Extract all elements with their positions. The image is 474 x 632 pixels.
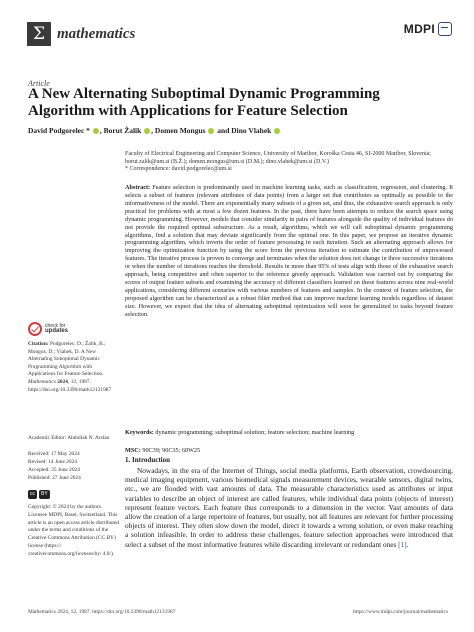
citation-year: 2024: [57, 378, 68, 385]
check-line1: check for: [45, 322, 66, 329]
msc-codes: [125, 447, 453, 454]
footer-journal-url[interactable]: https://www.mdpi.com/journal/mathematics: [353, 609, 448, 615]
author-list: [28, 126, 448, 135]
journal-logo: Σ: [27, 22, 51, 46]
section-heading: 1. Introduction: [125, 456, 170, 464]
check-updates-icon: [28, 322, 42, 336]
msc-label: MSC:: [125, 447, 141, 454]
orcid-icon[interactable]: [144, 128, 150, 134]
abstract-text: Feature selection is predominantly used in machine learning tasks, such as classification, regression, and clustering. It selects a subset of features (relevant attributes of data points) from a larger set that contributes as optimally as possible to the informativeness of the model. There are exponentially many subsets of a given set, and thus, the exhaustive search approach is only practical for problems with at most a few dozen features. In the past, there have been attempts to reduce the search space using dynamic programming. However, models that consider similarity in pairs of features alongside the quality of individual features do not provide the required optimal substructure. As a result, algorithms, which we will call suboptimal dynamic programming algorithms, find a solution that may deviate significantly from the optimal one. In this paper, we propose an iterative dynamic programming algorithm, which inverts the order of feature processing in each iteration. Such an alternating approach allows for improving the optimization function by using the score from the previous iteration to estimate the contribution of unprocessed features. The iterative process is proven to converge and terminates when the solution does not change in three successive iterations or when the number of iterations reaches the threshold. Results in more than 95% of tests align with those of the exhaustive search approach, being competitive and often superior to the reference greedy approach. Validation was carried out by comparing the scores of output feature subsets and examining the accuracy of different classifiers learned on these features across nine real-world applications, considering different scenarios with various numbers of features and samples. In the context of feature selection, the proposed algorithm can be characterized as a robust filter method that can improve machine learning models regardless of dataset size. However, we expect that the idea of alternating suboptimal optimization will soon be generalized to tasks beyond feature selection.: [125, 184, 454, 318]
citation-journal: Mathematics: [28, 378, 56, 385]
cc-icon: cc: [30, 491, 35, 497]
footer-citation[interactable]: Mathematics 2024, 12, 1987. https://doi.org/10.3390/math12131987: [28, 609, 176, 615]
keywords-label: Keywords:: [125, 429, 154, 436]
article-type: Article: [28, 79, 50, 88]
author-name[interactable]: David Podgorelec *: [28, 126, 90, 135]
correspondence[interactable]: * Correspondence: david.podgorelec@um.si: [125, 166, 232, 173]
keywords: [125, 429, 453, 436]
copyright-notice: Copyright: © 2024 by the authors. Licensee MDPI, Basel, Switzerland. This article is an open access article distributed under the terms and conditions of the Creative Commons Attribution (CC BY) license (https:// creativecommons.org/licenses/by/ 4.0/).: [28, 504, 120, 557]
academic-editor: Academic Editor: Abdullah N. Arslan: [28, 435, 110, 441]
check-for-updates[interactable]: [28, 322, 68, 336]
citation-block: [28, 341, 120, 394]
author-separator: ,: [99, 126, 104, 135]
author-name[interactable]: Borut Žalik: [103, 126, 142, 135]
date-received: Received: 17 May 2024: [28, 451, 80, 457]
abstract-label: Abstract:: [125, 184, 151, 191]
date-accepted: Accepted: 25 June 2024: [28, 467, 80, 473]
author-separator: ,: [151, 126, 155, 135]
publisher-name: MDPI: [403, 22, 435, 36]
mdpi-mark-icon: [438, 22, 452, 36]
author-separator: and: [215, 126, 232, 135]
reference-link[interactable]: [1]: [398, 539, 407, 549]
introduction-paragraph: [125, 466, 453, 549]
citation-label: Citation:: [28, 341, 49, 347]
paragraph-end: .: [406, 539, 409, 549]
orcid-icon[interactable]: [208, 128, 214, 134]
page-footer: [28, 609, 448, 615]
keywords-text: dynamic programming; suboptimal solution; feature selection; machine learning: [155, 429, 355, 436]
citation-text: Podgorelec, D.; Žalik, B.; Mongus, D.; Vlahek, D. A New Alternating Suboptimal Dynamic Programming Algorithm with Applications for Feature Selection.: [28, 341, 106, 378]
citation-doi[interactable]: , 12, 1987. https://doi.org/10.3390/math12131987: [28, 378, 112, 393]
date-revised: Revised: 14 June 2024: [28, 459, 77, 465]
check-line2: updates: [45, 328, 69, 334]
publication-dates: [28, 450, 120, 482]
check-updates-label: [45, 324, 68, 335]
orcid-icon[interactable]: [274, 128, 280, 134]
date-published: Published: 27 June 2024: [28, 475, 81, 481]
author-name[interactable]: Dino Vlahek: [231, 126, 272, 135]
paragraph-text: Nowadays, in the era of the Internet of Things, social media platforms, Earth observation, crowdsourcing, medical imaging equipment, various biomedical signals measurement devices, wearable sensors, digital twins, etc., we are flooded with vast amounts of data. The measurable characteristics used as attributes or input variables to describe an object of interest are called features, while individual data points (objects of interest) represent feature vectors. Each feature thus corresponds to a dimension in the vector. Vast amounts of data allow the creation of a large repertoire of features, but usually, not all features are relevant for further processing objects of interest. They often slow down the model, direct it towards a wrong solution, or even make reaching a solution infeasible. In order to address these challenges, feature selection approaches were introduced that select a subset of the most informative features while discarding irrelevant or redundant ones: [125, 466, 454, 549]
journal-name[interactable]: mathematics: [57, 26, 136, 42]
by-icon: BY: [41, 491, 48, 497]
orcid-icon[interactable]: [93, 128, 99, 134]
affiliation: Faculty of Electrical Engineering and Computer Science, University of Maribor, Koroška Cesta 46, SI-2000 Maribor, Slovenia; borut.zalik@um.si (B.Ž.); domen.mongus@um.si (D.M.); dino.vlahek@um.si (D.V.): [125, 151, 431, 165]
affiliation-block: [125, 151, 445, 174]
cc-license-badge[interactable]: [28, 490, 50, 499]
msc-text: 90C39; 90C35; 68W25: [142, 447, 201, 454]
article-title: A New Alternating Suboptimal Dynamic Programming Algorithm with Applications for Feature Selection: [28, 86, 380, 119]
publisher-logo[interactable]: [404, 22, 452, 36]
author-name[interactable]: Domen Mongus: [154, 126, 206, 135]
abstract: [125, 184, 453, 319]
